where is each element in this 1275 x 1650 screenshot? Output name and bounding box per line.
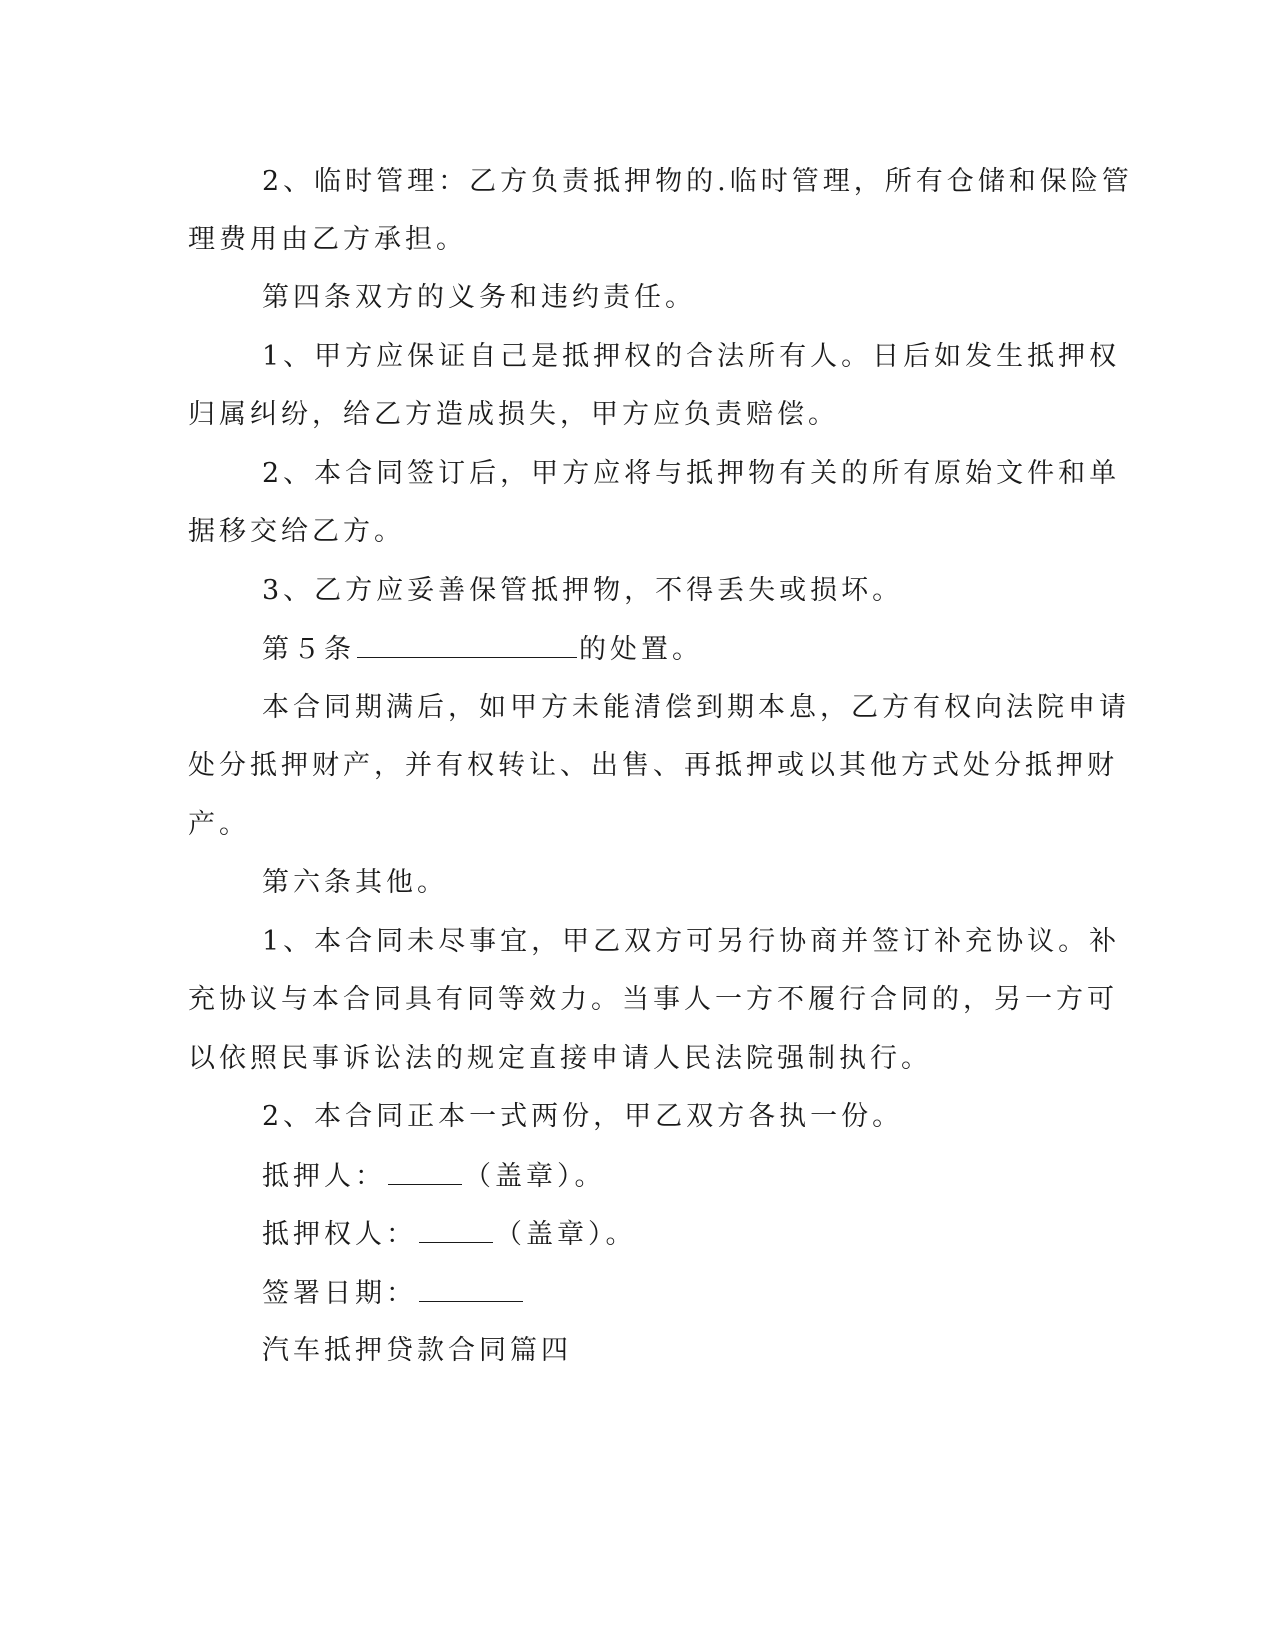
mortgagee-label: 抵押权人： — [262, 1219, 417, 1250]
paragraph-line: 归属纠纷，给乙方造成损失，甲方应负责赔偿。 — [188, 399, 839, 430]
paragraph-line: 2、本合同正本一式两份，甲乙双方各执一份。 — [262, 1101, 904, 1132]
paragraph-line: 1、本合同未尽事宜，甲乙双方可另行协商并签订补充协议。补 — [262, 926, 1121, 957]
sign-date-line — [262, 1277, 1162, 1310]
paragraph-line: 3、乙方应妥善保管抵押物，不得丢失或损坏。 — [262, 575, 904, 606]
paragraph-line: 理费用由乙方承担。 — [188, 224, 467, 255]
paragraph-line: 据移交给乙方。 — [188, 516, 405, 547]
mortgagor-label: 抵押人： — [262, 1161, 386, 1192]
paragraph-line: 充协议与本合同具有同等效力。当事人一方不履行合同的，另一方可 — [188, 984, 1118, 1015]
fill-in-blank[interactable] — [357, 633, 577, 658]
mortgagor-seal: （盖章）。 — [464, 1161, 606, 1192]
mortgagee-signature-line — [262, 1218, 1162, 1251]
mortgagor-blank[interactable] — [388, 1160, 462, 1185]
section-title: 汽车抵押贷款合同篇四 — [262, 1335, 572, 1366]
mortgagor-signature-line — [262, 1160, 1162, 1193]
paragraph-line: 产。 — [188, 809, 250, 840]
article5-suffix: 的处置。 — [579, 634, 703, 665]
paragraph-line: 1、甲方应保证自己是抵押权的合法所有人。日后如发生抵押权 — [262, 341, 1121, 372]
sign-date-label: 签署日期： — [262, 1278, 417, 1309]
article-heading: 第四条双方的义务和违约责任。 — [262, 282, 696, 313]
sign-date-blank[interactable] — [419, 1277, 523, 1302]
paragraph-line: 2、本合同签订后，甲方应将与抵押物有关的所有原始文件和单 — [262, 458, 1121, 489]
paragraph-line: 以依照民事诉讼法的规定直接申请人民法院强制执行。 — [188, 1043, 932, 1074]
paragraph-line: 本合同期满后，如甲方未能清偿到期本息，乙方有权向法院申请 — [262, 692, 1130, 723]
paragraph-line: 2、临时管理：乙方负责抵押物的.临时管理，所有仓储和保险管 — [262, 166, 1133, 197]
article-heading: 第六条其他。 — [262, 867, 448, 898]
paragraph-line: 处分抵押财产，并有权转让、出售、再抵押或以其他方式处分抵押财 — [188, 750, 1118, 781]
mortgagee-seal: （盖章）。 — [495, 1219, 637, 1250]
mortgagee-blank[interactable] — [419, 1218, 493, 1243]
article-heading — [262, 633, 1162, 666]
article5-prefix: 第５条 — [262, 634, 355, 665]
